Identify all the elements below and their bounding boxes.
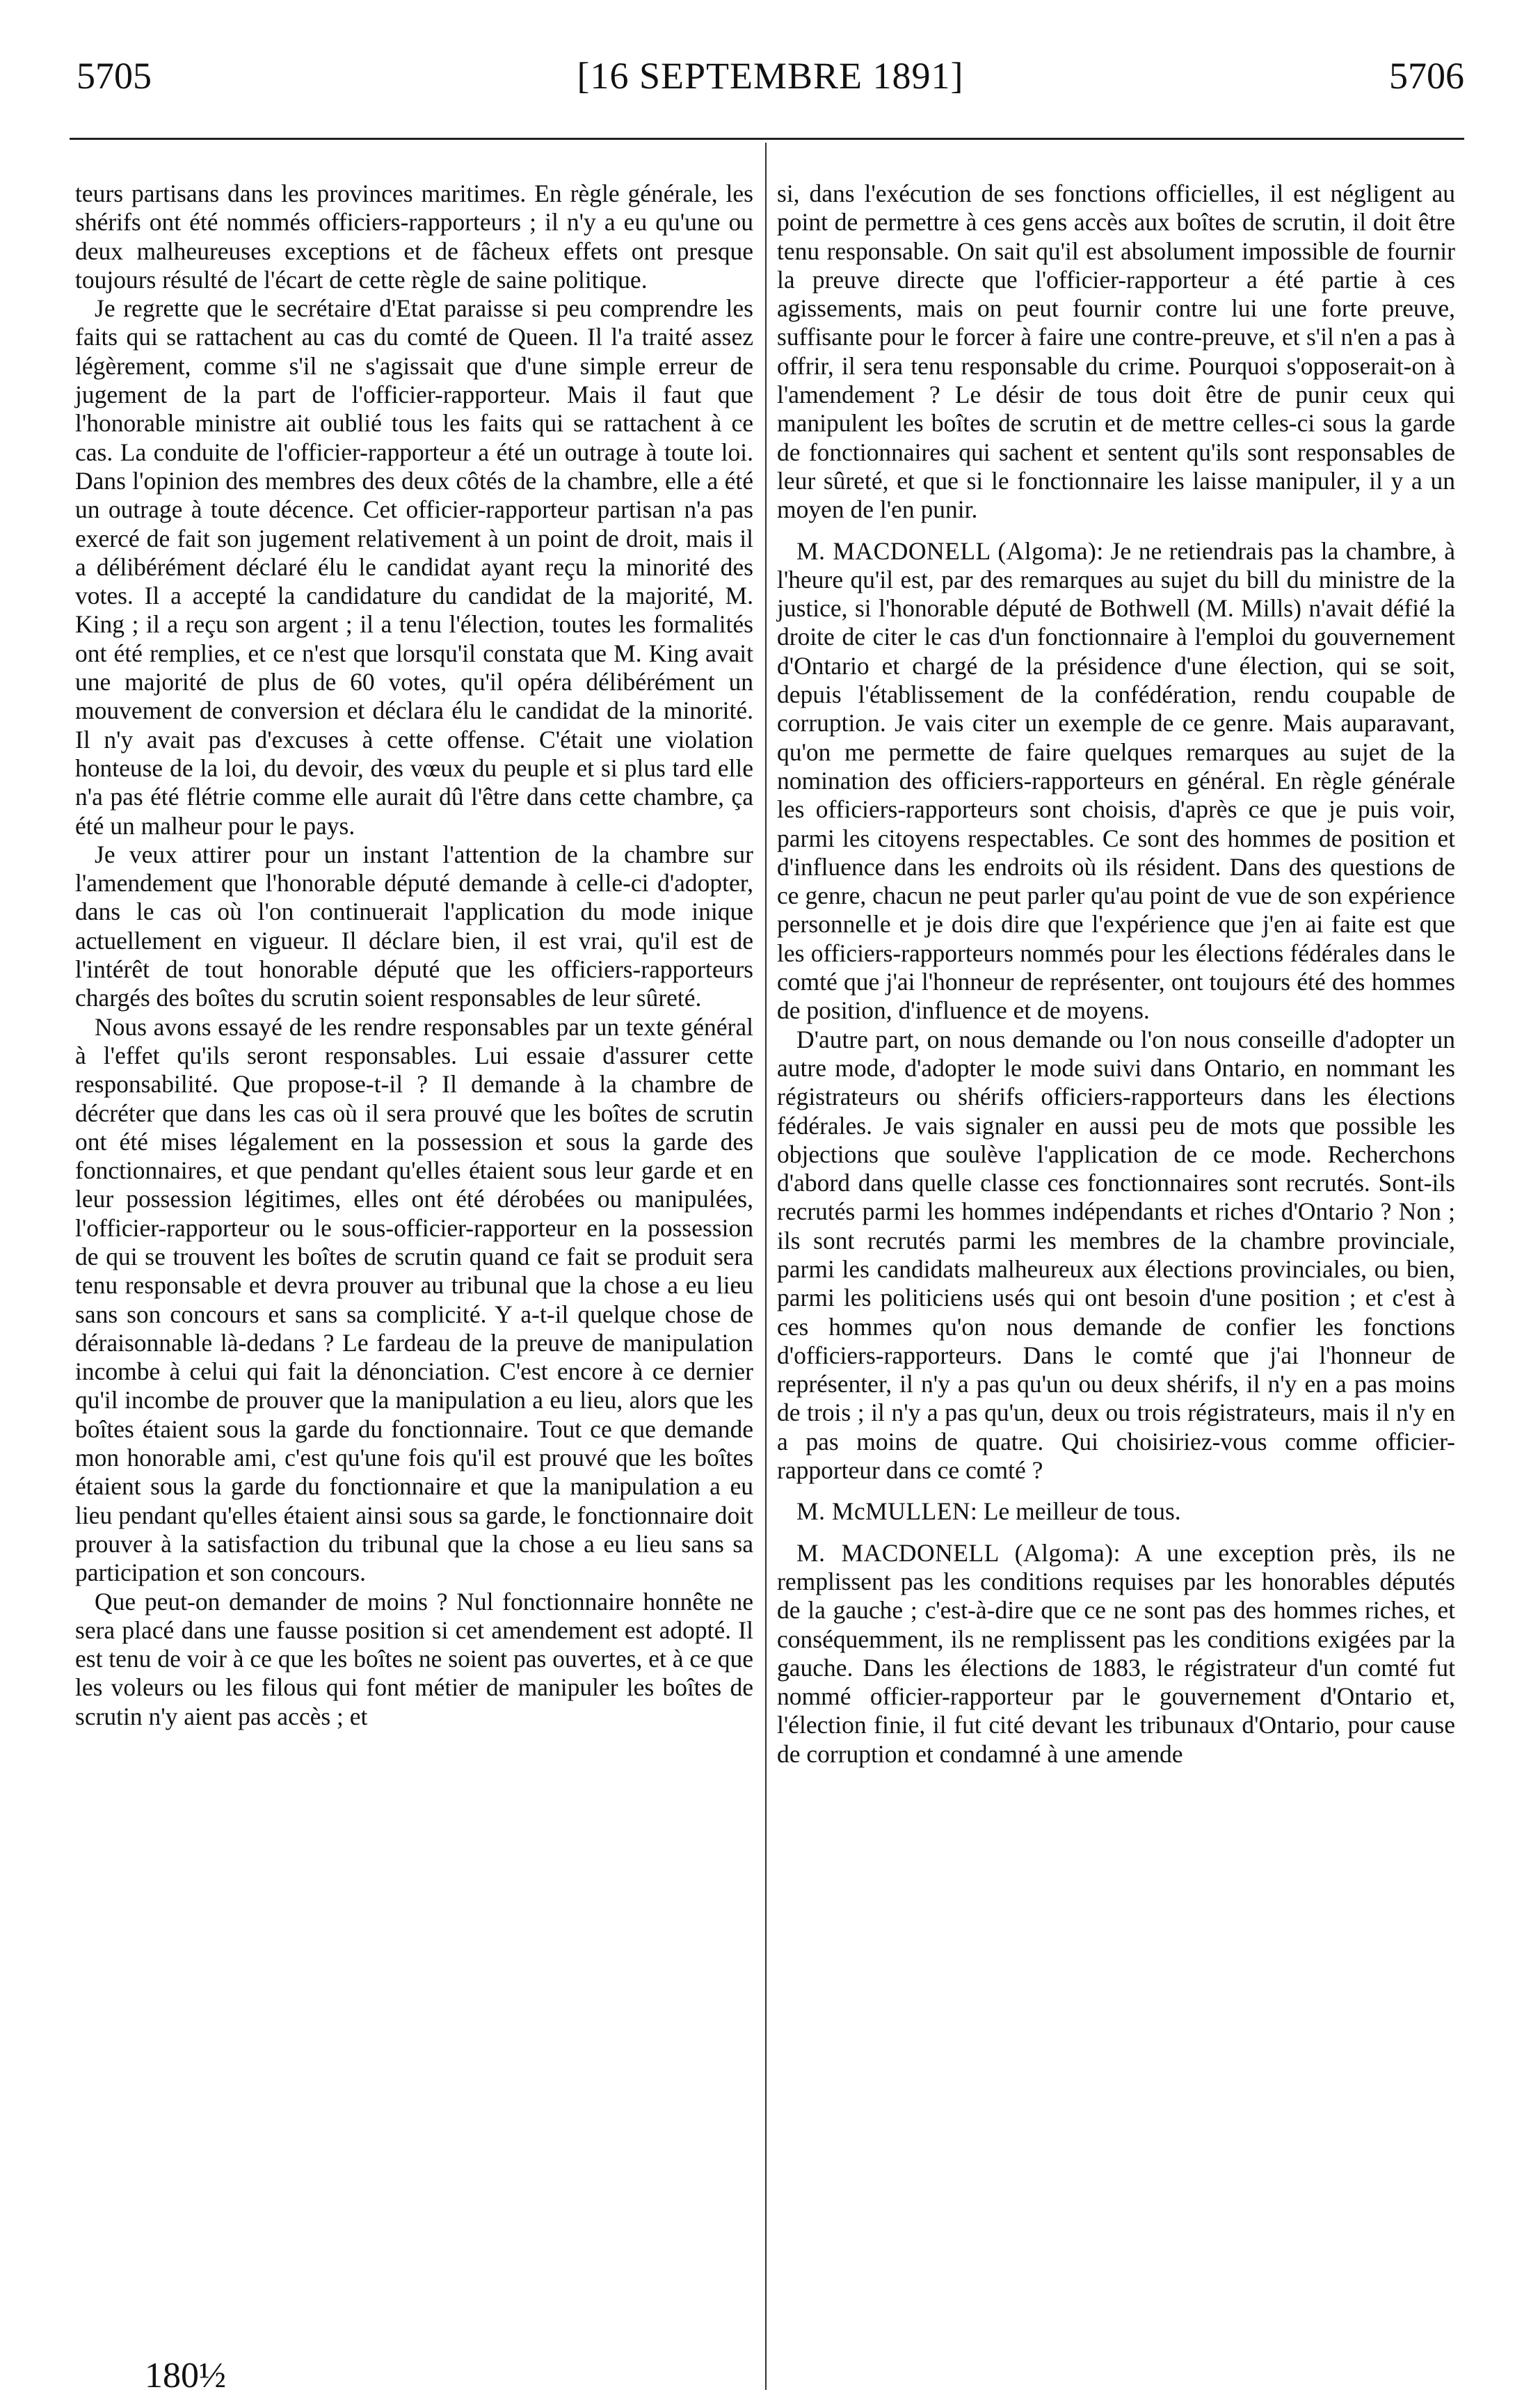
paragraph: Que peut-on demander de moins ? Nul fonctionnaire honnête ne sera placé dans une fausse position si cet amendement est adopté. Il est tenu de voir à ce que les boîtes ne soient pas ouvertes, et à ce que les voleurs ou les filous qui font métier de manipuler les boîtes de scrutin n'y aient pas accès ; et [75, 1587, 753, 1730]
paragraph: Nous avons essayé de les rendre responsables par un texte général à l'effet qu'ils seront responsables. Lui essaie d'assurer cette responsabilité. Que propose-t-il ? Il demande à la chambre de décréter que dans les cas où il sera prouvé que les boîtes de scrutin ont été mises légalement en la possession et sous la garde des fonctionnaires, et que pendant qu'elles étaient sous leur garde et en leur possession légitimes, elles ont été dérobées ou manipulées, l'officier-rapporteur ou le sous-officier-rapporteur en la possession de qui se trouvent les boîtes de scrutin quand ce fait se produit sera tenu responsable et devra prouver au tribunal que la chose a eu lieu sans son concours et sans sa complicité. Y a-t-il quelque chose de déraisonnable là-dedans ? Le fardeau de la preuve de manipulation incombe à celui qui fait la dénonciation. C'est encore à ce dernier qu'il incombe de prouver que la manipulation a eu lieu, alors que les boîtes étaient sous la garde du fonctionnaire. Tout ce que demande mon honorable ami, c'est qu'une fois qu'il est prouvé que les boîtes étaient sous la garde du fonctionnaire et que la manipulation a eu lieu pendant qu'elles étaient ainsi sous sa garde, le fonctionnaire doit prouver à la satisfaction du tribunal que la chose a eu lieu sans sa participation et son concours. [75, 1012, 753, 1587]
speaker-name: M. McMULLEN [796, 1497, 971, 1526]
left-page-number: 5705 [77, 55, 152, 97]
speech-text: : Je ne retiendrais pas la chambre, à l'heure qu'il est, par des remarques au sujet du bill du ministre de la justice, si l'honorable député de Bothwell (M. Mills) n'avait défié la droite de citer le cas d'un fonctionnaire à l'emploi du gouvernement d'Ontario et chargé de la présidence d'une élection, qui se soit, depuis l'établissement de la confédération, rendu coupable de corruption. Je vais citer un exemple de ce genre. Mais auparavant, qu'on me permette de faire quelques remarques au sujet de la nomination des officiers-rapporteurs en général. En règle générale les officiers-rapporteurs sont choisis, d'après ce que je puis voir, parmi les citoyens respectables. Ce sont des hommes de position et d'influence dans les endroits où ils résident. Dans des questions de ce genre, chacun ne peut parler qu'au point de vue de son expérience personnelle et je dois dire que l'expérience que j'en ai faite est que les officiers-rapporteurs nommés pour les élections fédérales dans le comté que j'ai l'honneur de représenter, ont toujours été des hommes de position, d'influence et de moyens. [777, 536, 1455, 1025]
left-column [75, 180, 753, 1731]
paragraph: D'autre part, on nous demande ou l'on nous conseille d'adopter un autre mode, d'adopter le mode suivi dans Ontario, en nommant les régistrateurs ou shérifs officiers-rapporteurs dans les élections fédérales. Je vais signaler en aussi peu de mots que possible les objections que soulève l'application de ce mode. Recherchons d'abord dans quelle classe ces fonctionnaires sont recrutés. Sont-ils recrutés parmi les hommes indépendants et riches d'Ontario ? Non ; ils sont recrutés parmi les membres de la chambre provinciale, parmi les candidats malheureux aux élections provinciales, ou bien, parmi les politiciens usés qui ont besoin d'une position ; et c'est à ces hommes qu'on nous demande de confier les fonctions d'officiers-rapporteurs. Dans le comté que j'ai l'honneur de représenter, il n'y a pas qu'un ou deux shérifs, il n'y en a pas moins de trois ; il n'y a pas qu'un, deux ou trois régistrateurs, mais il n'y en a pas moins de quatre. Qui choisiriez-vous comme officier-rapporteur dans ce comté ? [777, 1025, 1455, 1485]
page-date: [16 SEPTEMBRE 1891] [577, 55, 964, 97]
paragraph: Je veux attirer pour un instant l'attention de la chambre sur l'amendement que l'honorable député demande à celle-ci d'adopter, dans le cas où l'on continuerait l'application du mode inique actuellement en vigueur. Il déclare bien, il est vrai, qu'il est de l'intérêt de tout honorable député que les officiers-rapporteurs chargés des boîtes du scrutin soient responsables de leur sûreté. [75, 840, 753, 1012]
page-header [77, 54, 1464, 110]
speech-text: : Le meilleur de tous. [970, 1497, 1181, 1526]
column-divider [765, 143, 767, 2390]
right-page-number: 5706 [1389, 55, 1464, 97]
speech-paragraph [777, 1539, 1455, 1769]
speech-paragraph [777, 537, 1455, 1026]
signature-mark: 180½ [145, 2356, 226, 2395]
paragraph: si, dans l'exécution de ses fonctions officielles, il est négligent au point de permettre à ces gens accès aux boîtes de scrutin, il doit être tenu responsable. On sait qu'il est absolument impossible de fournir la preuve directe que l'officier-rapporteur a été partie à ces agissements, mais on peut fournir contre lui une forte preuve, suffisante pour le forcer à faire une contre-preuve, et s'il n'en a pas à offrir, il sera tenu responsable du crime. Pourquoi s'opposerait-on à l'amendement ? Le désir de tous doit être de punir ceux qui manipulent les boîtes de scrutin et de mettre celles-ci sous la garde de fonctionnaires qui sachent et sentent qu'ils sont responsables de leur sûreté, et que si le fonctionnaire les laisse manipuler, il y a un moyen de l'en punir. [777, 180, 1455, 524]
speech-paragraph [777, 1497, 1455, 1526]
header-rule [70, 138, 1464, 140]
speaker-name: M. MACDONELL (Algoma) [796, 536, 1097, 565]
speaker-name: M. MACDONELL (Algoma) [796, 1538, 1114, 1567]
right-column [777, 180, 1455, 1769]
paragraph: teurs partisans dans les provinces maritimes. En règle générale, les shérifs ont été nommés officiers-rapporteurs ; il n'y a eu qu'une ou deux malheureuses exceptions et de fâcheux effets ont presque toujours résulté de l'écart de cette règle de saine politique. [75, 180, 753, 294]
speech-text: : A une exception près, ils ne remplissent pas les conditions requises par les honorables députés de la gauche ; c'est-à-dire que ce ne sont pas des hommes riches, et conséquemment, ils ne remplissent pas les conditions exigées par la gauche. Dans les élections de 1883, le régistrateur d'un comté fut nommé officier-rapporteur par le gouvernement d'Ontario et, l'élection finie, il fut cité devant les tribunaux d'Ontario, pour cause de corruption et condamné à une amende [777, 1538, 1455, 1768]
paragraph: Je regrette que le secrétaire d'Etat paraisse si peu comprendre les faits qui se rattachent au cas du comté de Queen. Il l'a traité assez légèrement, comme s'il ne s'agissait que d'une simple erreur de jugement de la part de l'officier-rapporteur. Mais il faut que l'honorable ministre ait oublié tous les faits qui se rattachent à ce cas. La conduite de l'officier-rapporteur a été un outrage à toute loi. Dans l'opinion des membres des deux côtés de la chambre, elle a été un outrage à toute décence. Cet officier-rapporteur partisan n'a pas exercé de fait son jugement relativement à un point de droit, mais il a délibérément déclaré élu le candidat ayant reçu la minorité des votes. Il a accepté la candidature du candidat de la majorité, M. King ; il a reçu son argent ; il a tenu l'élection, toutes les formalités ont été remplies, et ce n'est que lorsqu'il constata que M. King avait une majorité de plus de 60 votes, qu'il opéra délibérément un mouvement de conversion et déclara élu le candidat de la minorité. Il n'y avait pas d'excuses à cette offense. C'était une violation honteuse de la loi, du devoir, des vœux du peuple et si plus tard elle n'a pas été flétrie comme elle aurait dû l'être dans cette chambre, ça été un malheur pour le pays. [75, 294, 753, 840]
